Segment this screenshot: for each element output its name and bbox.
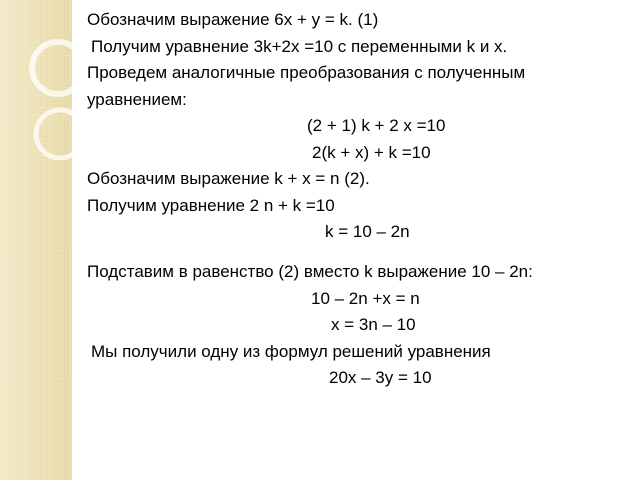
text-line-8: Мы получили одну из формул решений уравнения: [91, 341, 491, 361]
text-line-4: уравнением:: [87, 89, 187, 109]
blank-spacer: [87, 246, 632, 260]
text-line-5: Обозначим выражение k + x = n (2).: [87, 169, 370, 188]
text-line-7: Подставим в равенство (2) вместо k выражение 10 – 2n:: [87, 262, 533, 281]
equation-3: k = 10 – 2n: [325, 222, 410, 241]
text-line-3: Проведем аналогичные преобразования с полученным: [87, 63, 526, 82]
equation-2: 2(k + x) + k =10: [312, 142, 431, 162]
text-line-2: Получим уравнение 3k+2x =10 с переменными k и x.: [91, 36, 508, 56]
decorative-rings-icon: [0, 30, 72, 160]
equation-6: 20x – 3y = 10: [329, 368, 432, 387]
text-line-6: Получим уравнение 2 n + k =10: [87, 195, 335, 215]
text-line-1: Обозначим выражение 6x + y = k. (1): [87, 10, 379, 29]
equation-1: (2 + 1) k + 2 x =10: [307, 116, 446, 135]
equation-5: x = 3n – 10: [331, 315, 416, 334]
equation-4: 10 – 2n +x = n: [311, 288, 420, 308]
document-body: [87, 7, 632, 392]
